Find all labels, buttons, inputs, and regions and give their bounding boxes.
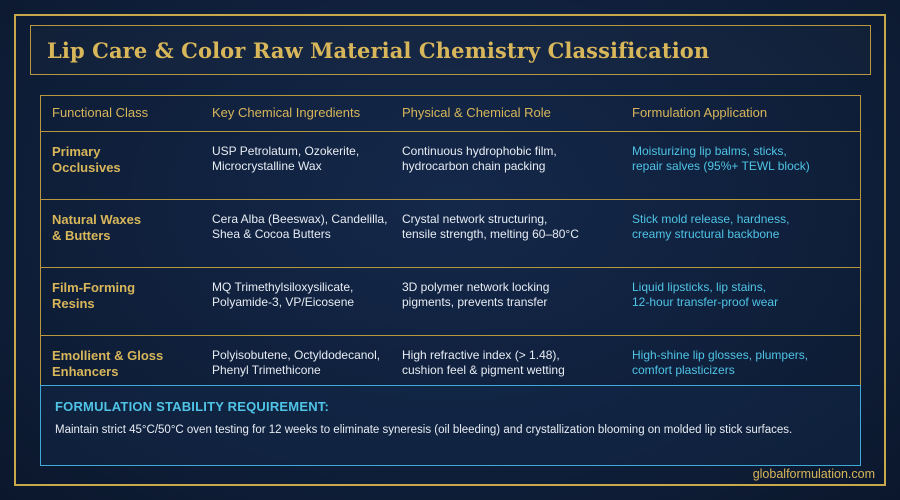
functional-class-cell: Natural Waxes & Butters [52,212,142,243]
role-cell: 3D polymer network locking pigments, prevents transfer [402,280,550,309]
column-header-functional-class: Functional Class [52,105,149,120]
column-header-role: Physical & Chemical Role [402,105,551,120]
classification-table [40,95,861,386]
application-cell: Liquid lipsticks, lip stains, 12-hour transfer-proof wear [632,280,779,309]
functional-class-cell: Film-Forming Resins [52,280,136,311]
ingredients-cell: Cera Alba (Beeswax), Candelilla, Shea & Cocoa Butters [212,212,388,241]
ingredients-cell: USP Petrolatum, Ozokerite, Microcrystalline Wax [212,144,360,173]
page-title: Lip Care & Color Raw Material Chemistry Classification [47,37,710,63]
table-row [41,268,860,336]
column-header-key-ingredients: Key Chemical Ingredients [212,105,361,120]
note-title: FORMULATION STABILITY REQUIREMENT: [55,399,330,414]
application-cell: High-shine lip glosses, plumpers, comfort plasticizers [632,348,809,377]
application-cell: Stick mold release, hardness, creamy structural backbone [632,212,790,241]
ingredients-cell: Polyisobutene, Octyldodecanol, Phenyl Trimethicone [212,348,381,377]
role-cell: Crystal network structuring, tensile strength, melting 60–80°C [402,212,579,241]
role-cell: Continuous hydrophobic film, hydrocarbon chain packing [402,144,557,173]
stability-note [40,385,861,466]
footer-site-credit: globalformulation.com [752,467,875,481]
functional-class-cell: Emollient & Gloss Enhancers [52,348,164,379]
ingredients-cell: MQ Trimethylsiloxysilicate, Polyamide-3, VP/Eicosene [212,280,355,309]
table-row [41,200,860,268]
application-cell: Moisturizing lip balms, sticks, repair salves (95%+ TEWL block) [632,144,810,173]
role-cell: High refractive index (> 1.48), cushion feel & pigment wetting [402,348,565,377]
table-row [41,336,860,386]
title-box [30,25,871,75]
functional-class-cell: Primary Occlusives [52,144,121,175]
note-body: Maintain strict 45°C/50°C oven testing for 12 weeks to eliminate syneresis (oil bleeding) and crystallization blooming on molded lip stick surfaces. [55,424,793,436]
column-header-application: Formulation Application [632,105,768,120]
table-row [41,132,860,200]
table-header-row [41,96,860,132]
